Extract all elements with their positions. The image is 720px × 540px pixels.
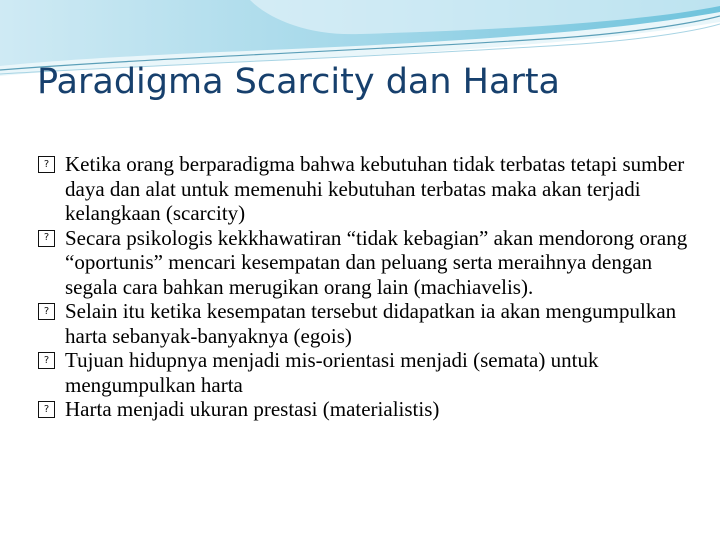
bullet-text: Secara psikologis kekkhawatiran “tidak kebagian” akan mendorong orang “oportunis” mencari kesempatan dan peluang serta meraihnya dengan segala cara bahkan merugikan orang lain (machiavelis). xyxy=(65,225,688,299)
missing-glyph-bullet-icon: ? xyxy=(38,401,55,418)
slide-title: Paradigma Scarcity dan Harta xyxy=(37,62,561,102)
missing-glyph-bullet-icon: ? xyxy=(38,352,55,369)
bullet-item xyxy=(38,299,698,348)
missing-glyph-bullet-icon: ? xyxy=(38,156,55,173)
bullet-item xyxy=(38,348,698,397)
missing-glyph-bullet-icon: ? xyxy=(38,230,55,247)
bullet-item xyxy=(38,397,698,422)
bullet-text: Harta menjadi ukuran prestasi (materialistis) xyxy=(65,397,440,421)
bullet-item xyxy=(38,226,698,300)
bullet-item xyxy=(38,152,698,226)
bullet-text: Selain itu ketika kesempatan tersebut didapatkan ia akan mengumpulkan harta sebanyak-banyaknya (egois) xyxy=(65,299,677,348)
missing-glyph-bullet-icon: ? xyxy=(38,303,55,320)
bullet-list xyxy=(38,152,698,422)
bullet-text: Tujuan hidupnya menjadi mis-orientasi menjadi (semata) untuk mengumpulkan harta xyxy=(65,348,599,397)
bullet-text: Ketika orang berparadigma bahwa kebutuhan tidak terbatas tetapi sumber daya dan alat untuk memenuhi kebutuhan terbatas maka akan terjadi kelangkaan (scarcity) xyxy=(65,152,685,225)
